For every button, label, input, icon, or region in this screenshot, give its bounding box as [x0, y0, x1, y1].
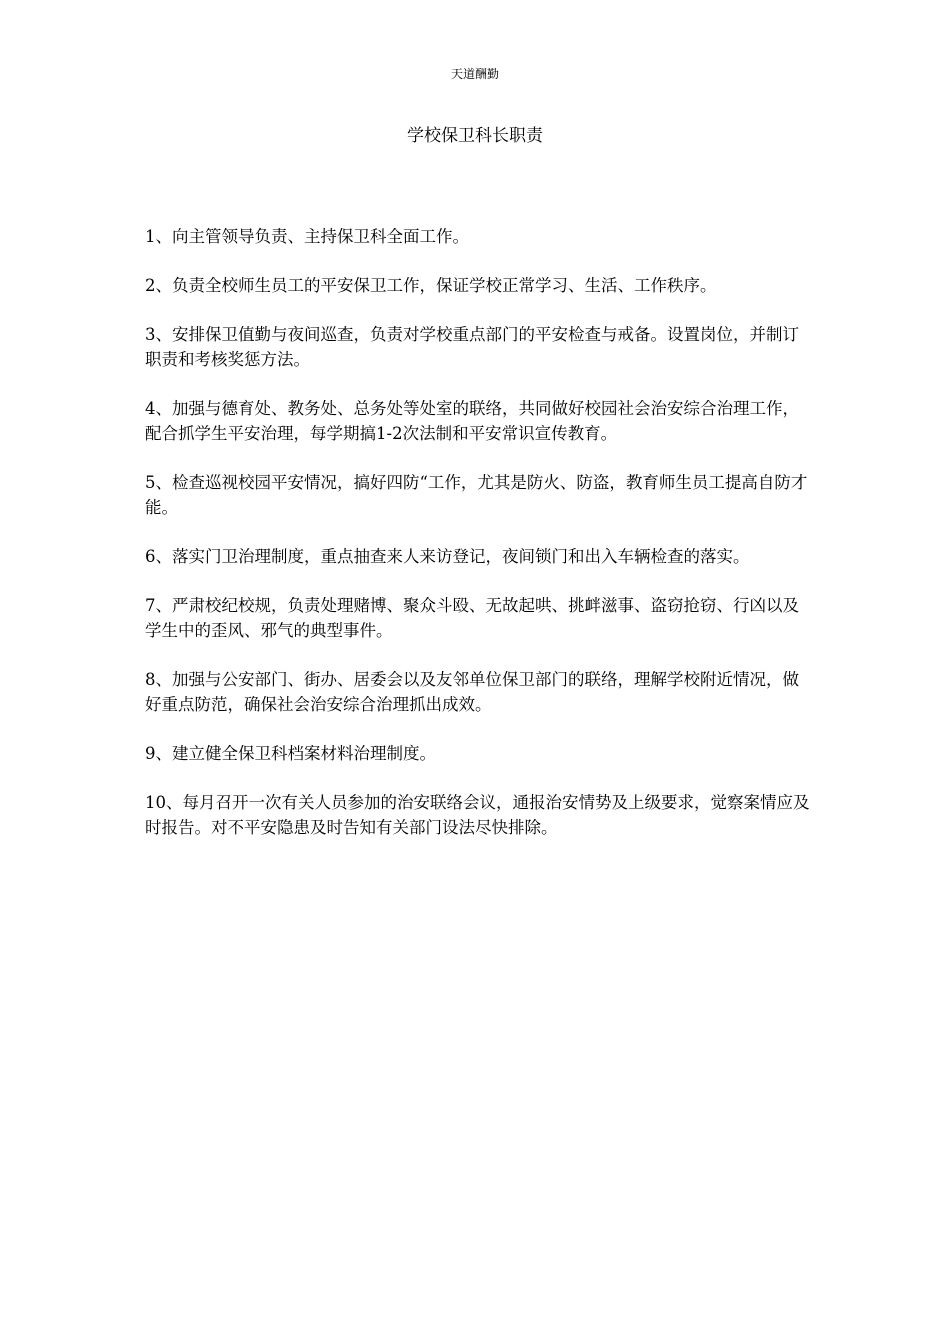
duty-item-1: 1、向主管领导负责、主持保卫科全面工作。	[145, 227, 469, 246]
document-title: 学校保卫科长职责	[407, 126, 543, 146]
duty-item-9: 9、建立健全保卫科档案材料治理制度。	[145, 744, 436, 763]
duty-item-4: 4、加强与德育处、教务处、总务处等处室的联络，共同做好校园社会治安综合治理工作，配合抓学生平安治理，每学期搞1-2次法制和平安常识宣传教育。	[145, 399, 799, 443]
duty-item-6: 6、落实门卫治理制度，重点抽查来人来访登记，夜间锁门和出入车辆检查的落实。	[145, 547, 750, 566]
page-header: 天道酬勤	[450, 67, 499, 81]
duty-item-2: 2、负责全校师生员工的平安保卫工作，保证学校正常学习、生活、工作秩序。	[145, 276, 717, 295]
duty-item-5: 5、检查巡视校园平安情况，搞好四防“工作，尤其是防火、防盗，教育师生员工提高自防才能。	[145, 473, 808, 517]
duty-item-8: 8、加强与公安部门、街办、居委会以及友邻单位保卫部门的联络，理解学校附近情况，做好重点防范，确保社会治安综合治理抓出成效。	[145, 670, 799, 714]
duty-item-3: 3、安排保卫值勤与夜间巡查，负责对学校重点部门的平安检查与戒备。设置岗位，并制订职责和考核奖惩方法。	[145, 325, 799, 369]
duty-list	[145, 224, 810, 864]
duty-item-7: 7、严肃校纪校规，负责处理赌博、聚众斗殴、无故起哄、挑衅滋事、盗窃抢窃、行凶以及学生中的歪风、邪气的典型事件。	[145, 596, 799, 640]
duty-item-10: 10、每月召开一次有关人员参加的治安联络会议，通报治安情势及上级要求，觉察案情应及时报告。对不平安隐患及时告知有关部门设法尽快排除。	[145, 793, 810, 837]
